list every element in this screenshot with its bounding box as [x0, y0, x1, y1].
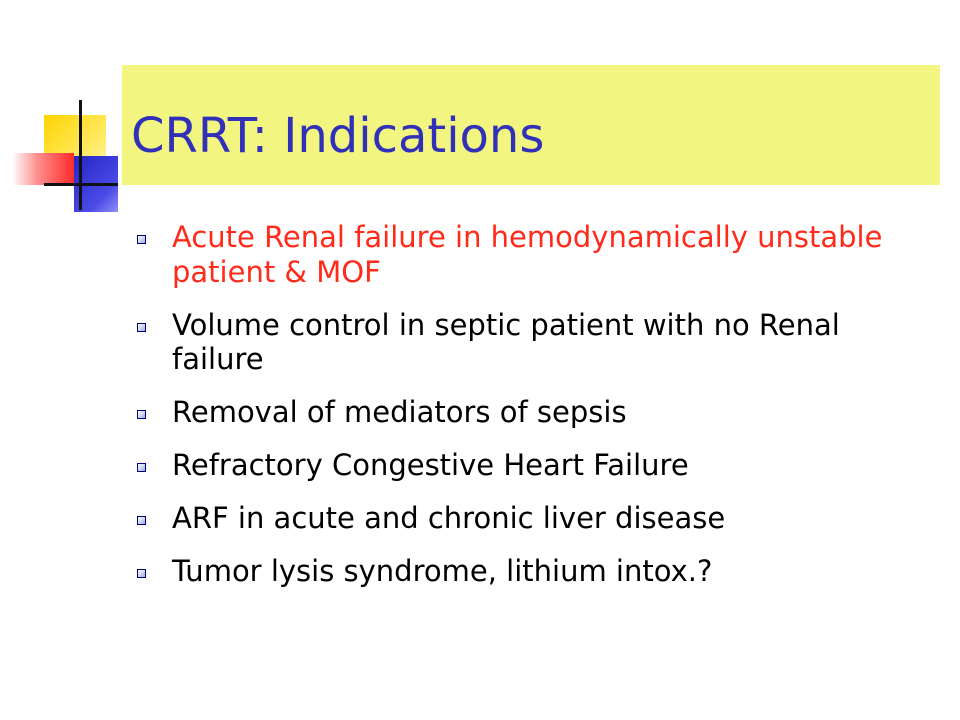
bullet-list [128, 220, 940, 606]
bullet-text: Tumor lysis syndrome, lithium intox.? [172, 553, 713, 588]
bullet-text: ARF in acute and chronic liver disease [172, 500, 726, 535]
logo-vertical-line [79, 100, 82, 210]
bullet-text: Volume control in septic patient with no Renal failure [172, 307, 840, 377]
bullet-text: Removal of mediators of sepsis [172, 395, 627, 430]
logo-red-square [12, 153, 74, 185]
bullet-item [128, 501, 940, 536]
square-bullet-icon [137, 323, 146, 332]
bullet-item [128, 308, 940, 378]
square-bullet-icon [137, 235, 146, 244]
bullet-item [128, 448, 940, 483]
bullet-item [128, 554, 940, 589]
square-bullet-icon [137, 410, 146, 419]
bullet-item [128, 395, 940, 430]
slide-title: CRRT: Indications [131, 108, 545, 164]
square-bullet-icon [137, 516, 146, 525]
square-bullet-icon [137, 569, 146, 578]
logo-horizontal-line [44, 183, 118, 186]
bullet-text: Refractory Congestive Heart Failure [172, 447, 689, 482]
bullet-text: Acute Renal failure in hemodynamically unstable patient & MOF [172, 220, 883, 289]
bullet-item [128, 220, 940, 290]
square-bullet-icon [137, 463, 146, 472]
